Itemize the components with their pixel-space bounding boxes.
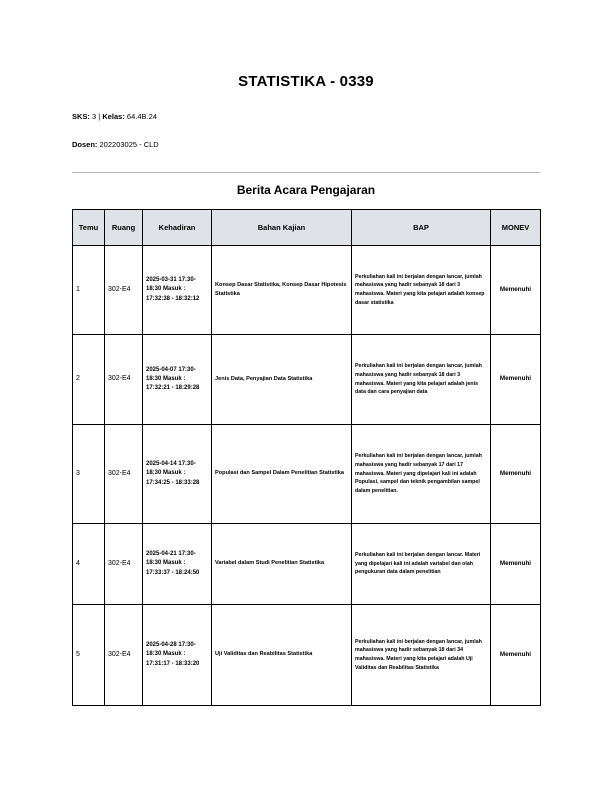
cell-bap: Perkuliahan kali ini berjalan dengan lancar, jumlah mahasiswa yang hadir sebanyak 18 dari 3 mahasiswa. Materi yang kita pelajari adalah jenis data dan cara penyajian data xyxy=(352,335,491,425)
cell-monev: Memenuhi xyxy=(491,605,541,706)
cell-kehadiran: 2025-04-07 17:30-18:30 Masuk : 17:32:21 - 18:29:28 xyxy=(143,335,212,425)
cell-ruang: 302-E4 xyxy=(105,246,143,335)
cell-temu: 5 xyxy=(73,605,105,706)
cell-kehadiran: 2025-03-31 17:30-18:30 Masuk : 17:32:38 - 18:32:12 xyxy=(143,246,212,335)
dosen-value: 202203025 - CLD xyxy=(99,140,159,149)
cell-bahan-kajian: Konsep Dasar Statistika, Konsep Dasar Hipotesis Statistika xyxy=(212,246,352,335)
cell-temu: 4 xyxy=(73,524,105,605)
course-meta-line xyxy=(72,112,157,121)
dosen-label: Dosen: xyxy=(72,140,98,149)
cell-temu: 1 xyxy=(73,246,105,335)
sks-label: SKS: xyxy=(72,112,90,121)
cell-bahan-kajian: Variabel dalam Studi Penelitian Statistika xyxy=(212,524,352,605)
cell-kehadiran: 2025-04-28 17:30-18:30 Masuk : 17:31:17 - 18:33:20 xyxy=(143,605,212,706)
cell-bap: Perkuliahan kali ini berjalan dengan lancar, jumlah mahasiswa yang hadir sebanyak 17 dari 17 mahasiswa. Materi yang dipelajari kali ini adalah Populasi, sampel dan teknik pengambilan sampel dalam penelitian. xyxy=(352,425,491,524)
cell-bahan-kajian: Uji Validitas dan Reabilitas Statistika xyxy=(212,605,352,706)
cell-temu: 3 xyxy=(73,425,105,524)
header-monev: MONEV xyxy=(491,210,541,246)
cell-bahan-kajian: Populasi dan Sampel Dalam Penelitian Statistika xyxy=(212,425,352,524)
cell-ruang: 302-E4 xyxy=(105,425,143,524)
table-header-row xyxy=(73,210,541,246)
table-row xyxy=(73,335,541,425)
cell-bahan-kajian: Jenis Data, Penyajian Data Statistika xyxy=(212,335,352,425)
header-bahan-kajian: Bahan Kajian xyxy=(212,210,352,246)
cell-monev: Memenuhi xyxy=(491,524,541,605)
table-row xyxy=(73,524,541,605)
cell-ruang: 302-E4 xyxy=(105,524,143,605)
table-row xyxy=(73,425,541,524)
header-bap: BAP xyxy=(352,210,491,246)
cell-kehadiran: 2025-04-14 17:30-18:30 Masuk : 17:34:25 - 18:33:28 xyxy=(143,425,212,524)
page-title: STATISTIKA - 0339 xyxy=(238,73,374,90)
divider xyxy=(72,172,540,173)
cell-bap: Perkuliahan kali ini berjalan dengan lancar, jumlah mahasiswa yang hadir sebanyak 18 dari 3 mahasiswa. Materi yang kita pelajari adalah konsep dasar statistika xyxy=(352,246,491,335)
dosen-line xyxy=(72,140,159,149)
cell-temu: 2 xyxy=(73,335,105,425)
cell-monev: Memenuhi xyxy=(491,425,541,524)
kelas-label: Kelas: xyxy=(102,112,125,121)
section-title: Berita Acara Pengajaran xyxy=(236,183,376,197)
teaching-report-table xyxy=(72,209,541,706)
table-row xyxy=(73,246,541,335)
cell-monev: Memenuhi xyxy=(491,246,541,335)
cell-kehadiran: 2025-04-21 17:30-18:30 Masuk : 17:33:37 - 18:24:50 xyxy=(143,524,212,605)
cell-ruang: 302-E4 xyxy=(105,335,143,425)
sks-value: 3 | xyxy=(92,112,101,121)
header-ruang: Ruang xyxy=(105,210,143,246)
header-temu: Temu xyxy=(73,210,105,246)
cell-bap: Perkuliahan kali ini berjalan dengan lancar. Materi yang dipelajari kali ini adalah variabel dan olah pengukuran data dalam penelitian xyxy=(352,524,491,605)
cell-ruang: 302-E4 xyxy=(105,605,143,706)
cell-bap: Perkuliahan kali ini berjalan dengan lancar, jumlah mahasiswa yang hadir sebanyak 18 dari 34 mahasiswa. Materi yang kita pelajari adalah Uji Validitas dan Reabilitas Statistika xyxy=(352,605,491,706)
table-row xyxy=(73,605,541,706)
cell-monev: Memenuhi xyxy=(491,335,541,425)
header-kehadiran: Kehadiran xyxy=(143,210,212,246)
kelas-value: 64.4B.24 xyxy=(126,112,157,121)
